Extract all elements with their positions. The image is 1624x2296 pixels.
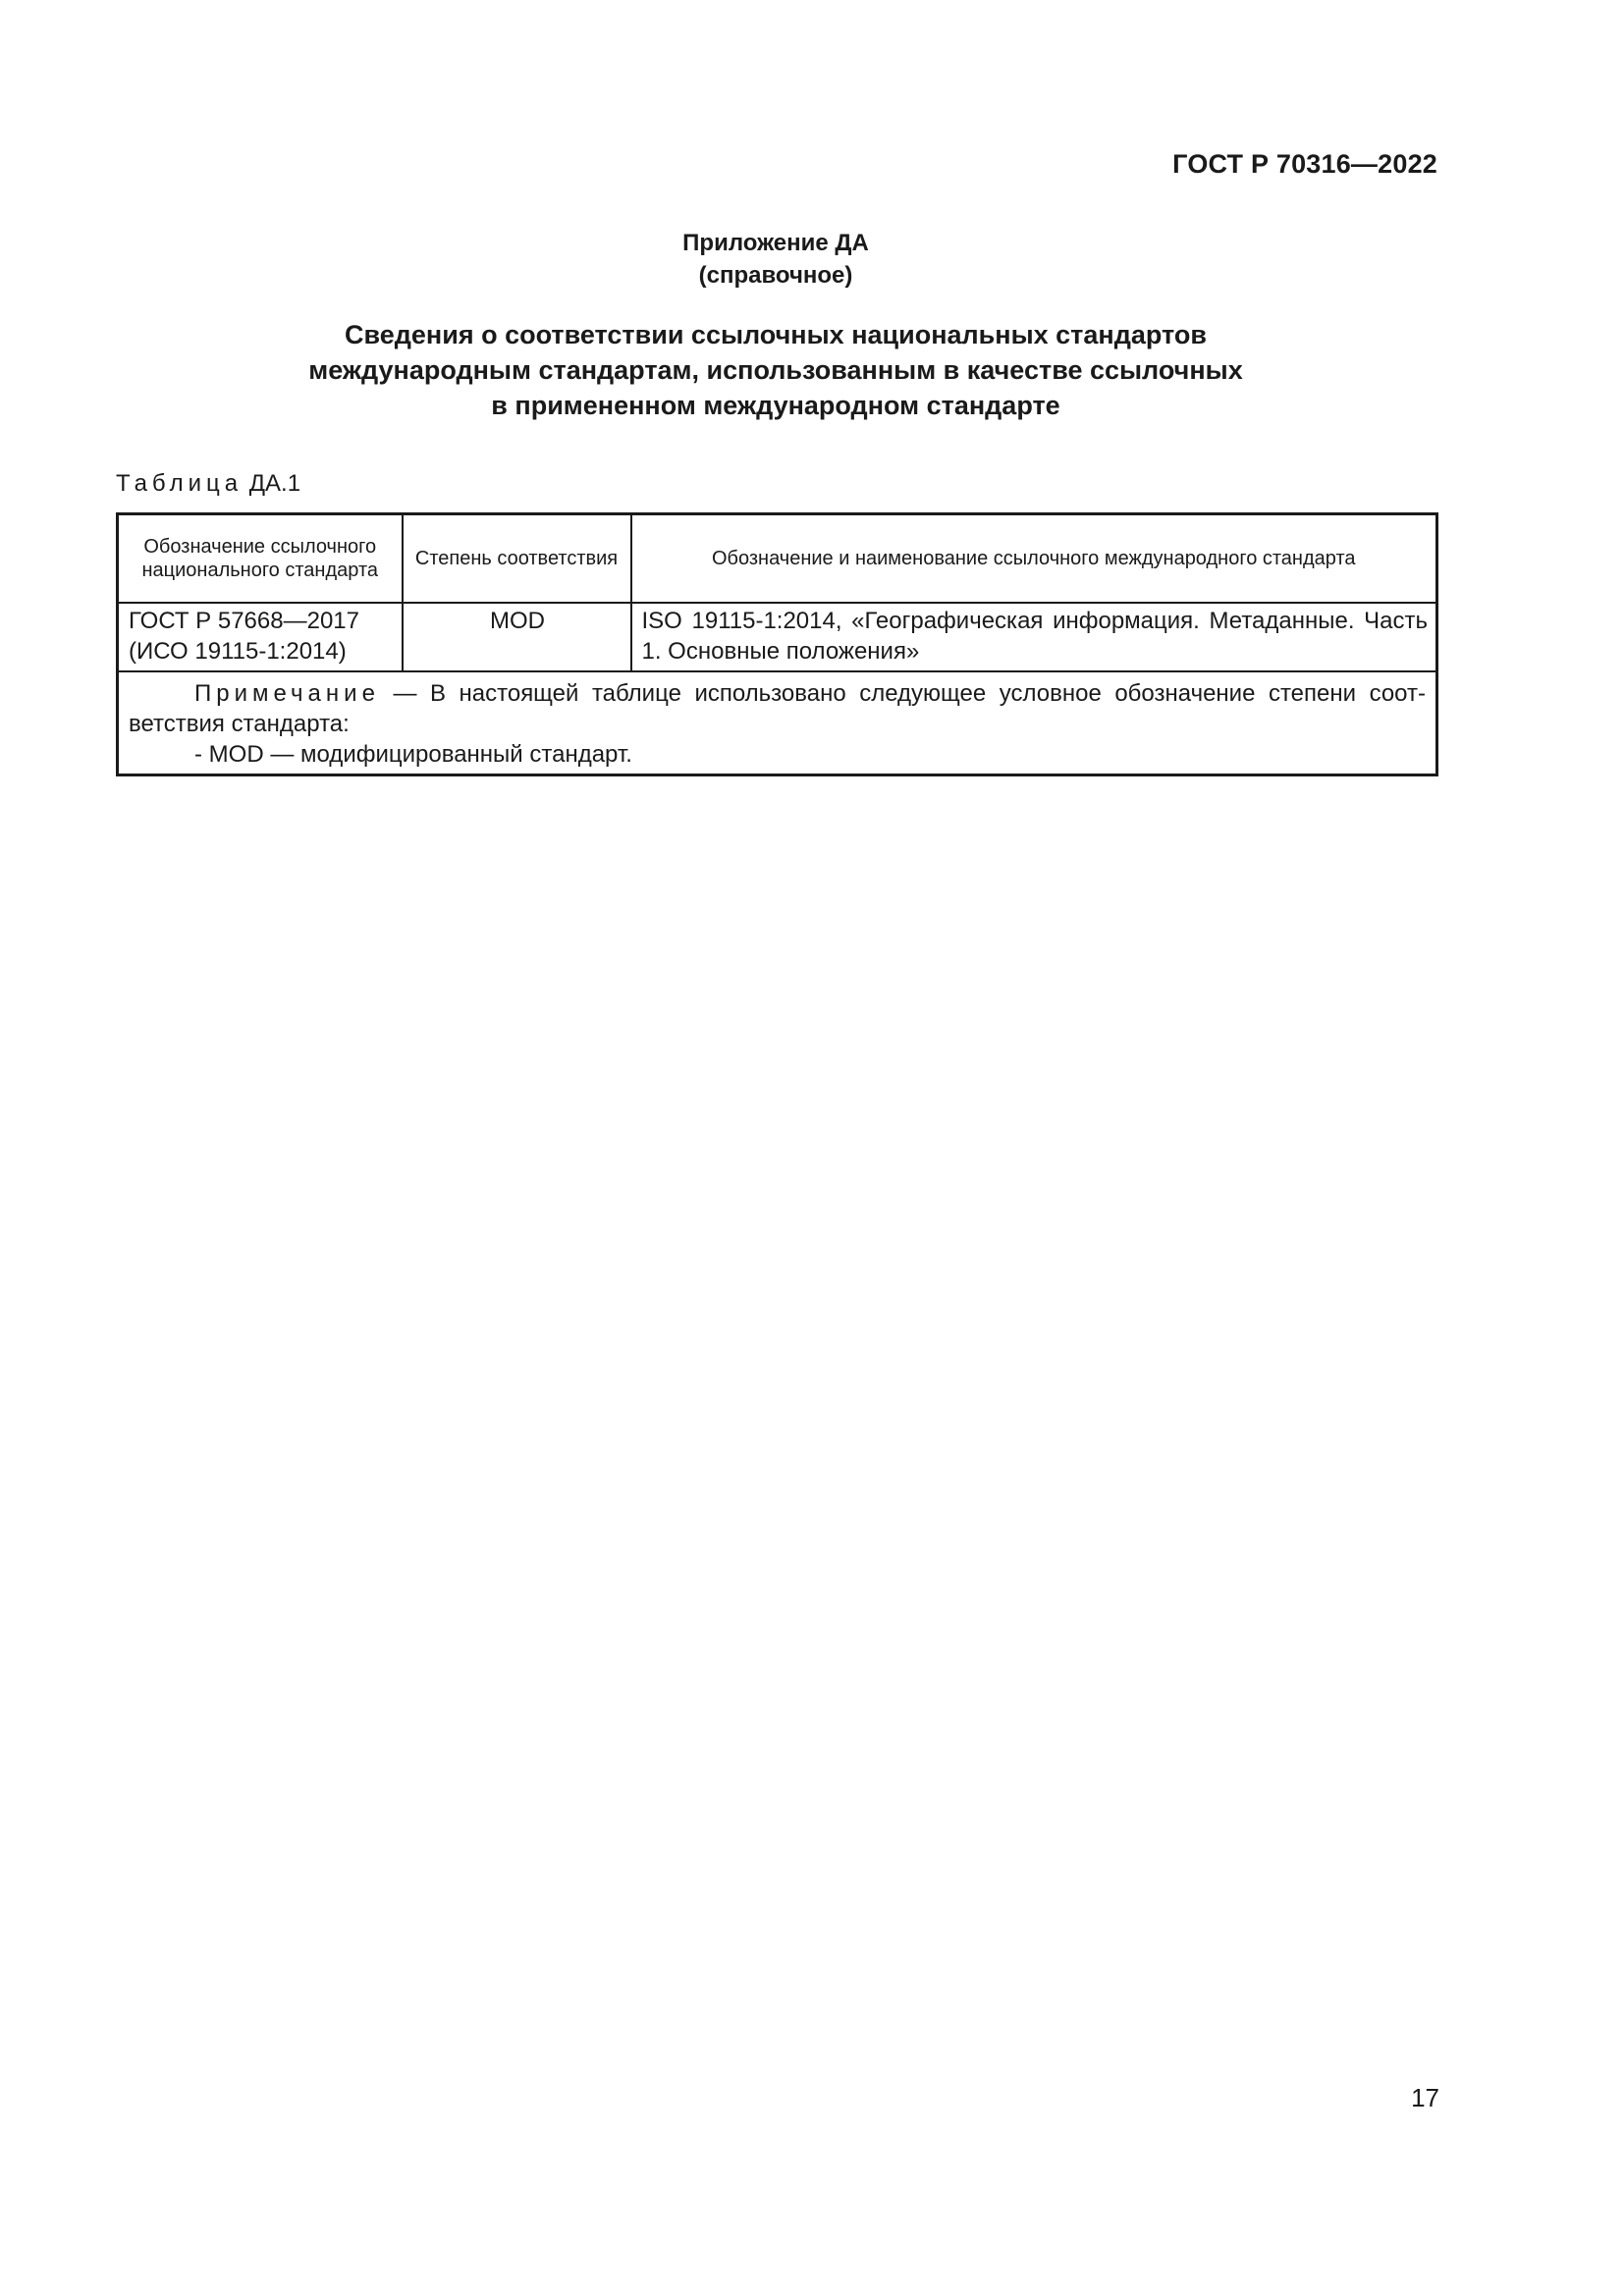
note-item: - MOD — модифицированный стандарт. [194, 741, 632, 768]
note-body: — В настоящей таблице использовано следующее условное обозначение степени соот-ветствия стандарта: [129, 680, 1426, 737]
annex-main-title [0, 317, 1551, 423]
annex-title: Приложение ДА [682, 230, 869, 256]
standard-code: ГОСТ Р 70316—2022 [1172, 149, 1437, 179]
column-header-degree: Степень соответствия [403, 514, 631, 604]
title-line-1: Сведения о соответствии ссылочных национальных стандартов [345, 320, 1207, 349]
note-text [129, 678, 1426, 739]
correspondence-table [116, 512, 1438, 776]
cell-degree: MOD [403, 603, 631, 671]
cell-international-standard: ISO 19115-1:2014, «Географическая информация. Метаданные. Часть 1. Основные положения» [631, 603, 1437, 671]
cell-national-standard: ГОСТ Р 57668—2017 (ИСО 19115-1:2014) [118, 603, 403, 671]
table-note [118, 671, 1437, 775]
table-caption-number: ДА.1 [248, 470, 301, 497]
title-line-2: международным стандартам, использованным в качестве ссылочных [308, 355, 1243, 385]
table-row [118, 603, 1437, 671]
column-header-international: Обозначение и наименование ссылочного международного стандарта [631, 514, 1437, 604]
column-header-national: Обозначение ссылочного национального стандарта [118, 514, 403, 604]
table-note-row [118, 671, 1437, 775]
table-caption-label: Таблица [116, 470, 244, 497]
note-label: Примечание [194, 680, 380, 707]
annex-subtitle: (справочное) [698, 262, 853, 289]
table-header-row [118, 514, 1437, 604]
annex-heading [0, 227, 1551, 292]
title-line-3: в примененном международном стандарте [491, 391, 1060, 420]
page-number: 17 [1411, 2083, 1439, 2112]
table-caption [116, 470, 300, 498]
